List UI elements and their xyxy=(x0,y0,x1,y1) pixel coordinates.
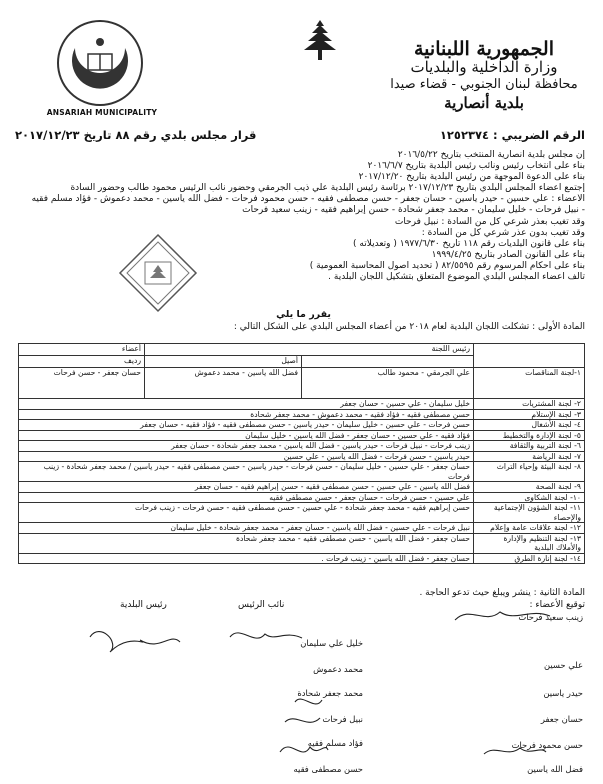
table-row xyxy=(19,430,585,441)
committee-name: ٤- لجنة الأشغال xyxy=(474,420,585,431)
member-signature-mark xyxy=(450,600,560,630)
committee-name: ٣- لجنة الإستلام xyxy=(474,409,585,420)
committee-original: فضل الله ياسين - محمد دعموش xyxy=(145,368,302,399)
col-members: أعضاء xyxy=(19,344,145,356)
letterhead xyxy=(389,40,579,112)
member-name: خليل علي سليمان xyxy=(300,638,363,648)
committee-members: فضل الله ياسين - علي حسين - حسن مصطفى فقيه - حسن إبراهيم فقيه - حسان جعفر xyxy=(19,482,474,493)
committee-members: حسان جعفر - علي حسين - خليل سليمان - حسن فرحات - حيدر ياسين - حسن مصطفى فقيه - حيدر ياسين / محمد جعفر شحادة - زينب فرحات xyxy=(19,462,474,482)
vice-president-title: نائب الرئيس xyxy=(238,600,285,610)
committees-table xyxy=(18,343,585,564)
table-row xyxy=(19,420,585,431)
table-row xyxy=(19,523,585,534)
committee-name: ١١- لجنة الشؤون الإجتماعية والإحصاء xyxy=(474,503,585,523)
tax-number: الرقم الضريبي : ١٢٥٢٣٧٤ xyxy=(439,128,585,142)
preamble-line: بناء على قانون البلديات رقم ١١٨ تاريخ ١٩٧٧/٦/٣٠ ( وتعديلاته ) xyxy=(353,238,585,249)
municipality-logo-icon xyxy=(55,18,145,108)
cedar-emblem-icon xyxy=(300,18,340,64)
member-name: حسن محمود فرحات xyxy=(511,740,583,750)
table-row xyxy=(19,451,585,462)
committee-members: زينب فرحات - نبيل فرحات - حيدر ياسين - فضل الله ياسين - محمد جعفر شحادة - حسان جعفر xyxy=(19,441,474,452)
logo-caption: ANSARIAH MUNICIPALITY xyxy=(46,108,158,117)
member-name: فؤاد مسلم فقيه xyxy=(307,738,363,748)
committee-members: حسن فرحات - علي حسين - خليل سليمان - حيدر ياسين - حسن مصطفى فقيه - فؤاد فقيه - حسان جعفر xyxy=(19,420,474,431)
municipality-line: بلدية أنصارية xyxy=(444,94,524,112)
member-name: زينب سعيد فرحات xyxy=(518,612,583,622)
official-stamp-icon xyxy=(117,232,199,314)
table-row xyxy=(19,482,585,493)
table-row xyxy=(19,462,585,482)
committee-name: ٨- لجنة البيئة وإحياء التراث xyxy=(474,462,585,482)
committee-name: ١٠- لجنة الشكاوى xyxy=(474,492,585,503)
committee-members: حيدر ياسين - حسن فرحات - فضل الله ياسين - علي حسين xyxy=(19,451,474,462)
article-two: المادة الثانية : ينشر ويبلغ حيث تدعو الحاجة . xyxy=(419,588,585,598)
table-row xyxy=(19,553,585,564)
preamble-line: بناء على الدعوة الموجهة من رئيس البلدية بتاريخ ٢٠١٧/١٢/٢٠ xyxy=(358,172,585,183)
committee-members: حسان جعفر - فضل الله ياسين - حسن مصطفى فقيه - محمد جعفر شحادة xyxy=(19,533,474,553)
committee-name: ١٢- لجنة علاقات عامة وإعلام xyxy=(474,523,585,534)
committee-members: حسن مصطفى فقيه - فؤاد فقيه - محمد دعموش - محمد جعفر شحادة xyxy=(19,409,474,420)
table-row xyxy=(19,492,585,503)
member-name: علي حسين xyxy=(544,660,583,670)
committee-members: فؤاد فقيه - علي حسين - حسان جعفر - فضل الله ياسين - خليل سليمان xyxy=(19,430,474,441)
committee-name: ٦- لجنة التربية والثقافة xyxy=(474,441,585,452)
preamble-line: - نبيل فرحات - خليل سليمان - محمد جعفر شحادة - حسن إبراهيم فقيه - زينب سعيد فرحات xyxy=(242,205,585,216)
president-title: رئيس البلدية xyxy=(120,600,167,610)
republic-title: الجمهورية اللبنانية xyxy=(414,38,554,60)
table-row xyxy=(19,533,585,553)
preamble-line: بناء على أحكام المرسوم رقم ٨٢/٥٥٩٥ ( تحديد أصول المحاسبة العمومية ) xyxy=(309,260,585,271)
col-original: أصيل xyxy=(145,356,302,368)
preamble-line: إن مجلس بلدية أنصارية المنتخب بتاريخ ٢٠١٦/٥/٢٢ xyxy=(397,150,585,160)
decides-heading: يقرر ما يلي xyxy=(276,309,331,320)
table-header-row xyxy=(19,344,585,356)
member-name: محمد جعفر شحادة xyxy=(297,688,363,698)
table-row xyxy=(19,409,585,420)
committee-name: ٢- لجنة المشتريات xyxy=(474,399,585,410)
committee-members: نبيل فرحات - علي حسين - فضل الله ياسين - حسان جعفر - محمد جعفر شحادة - خليل سليمان xyxy=(19,523,474,534)
member-name: محمد دعموش xyxy=(313,664,363,674)
members-signature-title: توقيع الأعضاء : xyxy=(529,600,585,610)
committee-name: ٥- لجنة الإدارة والتخطيط xyxy=(474,430,585,441)
preamble-line: وقد تغيب بعذر شرعي كل من السادة : نبيل فرحات xyxy=(394,216,585,227)
committee-name: ١٣- لجنة التنظيم والإدارة والأملاك البلدية xyxy=(474,533,585,553)
member-signature-mark xyxy=(480,740,550,762)
table-row xyxy=(19,399,585,410)
committee-president: علي الجرمقي - محمود طالب xyxy=(302,368,474,399)
committee-name: ٧- لجنة الرياضة xyxy=(474,451,585,462)
preamble-line: بناء على انتخاب رئيس ونائب رئيس البلدية بتاريخ ٢٠١٦/٦/٧ xyxy=(367,161,585,172)
col-reserve: رديف xyxy=(19,356,145,368)
member-name: حسان جعفر xyxy=(540,714,583,724)
preamble xyxy=(15,150,585,283)
committee-reserve: حسان جعفر - حسن فرحات xyxy=(19,368,145,399)
preamble-line: تألف أعضاء المجلس البلدي الموضوع المتعلق بتشكيل اللجان البلدية . xyxy=(328,272,585,283)
committee-name: ١-لجنة المناقصات xyxy=(474,368,585,399)
preamble-line: الأعضاء : علي حسين - حيدر ياسين - حسان جعفر - حسن مصطفى فقيه - حسن محمود فرحات - فضل الله ياسين - محمد دعموش - فؤاد مسلم فقيه xyxy=(31,194,585,205)
article-one: المادة الأولى : تشكلت اللجان البلدية لعام ٢٠١٨ من أعضاء المجلس البلدي على الشكل التالي : xyxy=(233,322,585,332)
member-name: حيدر ياسين xyxy=(543,688,583,698)
committee-name: ٩- لجنة الصحة xyxy=(474,482,585,493)
preamble-line: وقد تغيب بدون عذر شرعي كل من السادة : xyxy=(421,227,585,238)
member-name: نبيل فرحات xyxy=(322,714,363,724)
member-name: فضل الله ياسين xyxy=(527,764,583,774)
committee-members: حسان جعفر - فضل الله ياسين - زينب فرحات . xyxy=(19,553,474,564)
table-row xyxy=(19,368,585,399)
member-name: حسن مصطفى فقيه xyxy=(293,764,363,774)
preamble-line: بناء على القانون الصادر بتاريخ ١٩٩٩/٤/٢٥ xyxy=(431,249,585,260)
committee-members: حسن إبراهيم فقيه - محمد جعفر شحادة - علي حسين - حسن مصطفى فقيه - حسن فرحات - زينب فرحات xyxy=(19,503,474,523)
table-row xyxy=(19,503,585,523)
committee-members: خليل سليمان - علي حسين - حسان جعفر xyxy=(19,399,474,410)
committee-name: ١٤- لجنة إنارة الطرق xyxy=(474,553,585,564)
governorate-line: محافظة لبنان الجنوبي - قضاء صيدا xyxy=(390,77,578,92)
decision-title: قرار مجلس بلدي رقم ٨٨ تاريخ ٢٠١٧/١٢/٢٣ xyxy=(15,128,257,142)
col-president: رئيس اللجنة xyxy=(145,344,474,356)
preamble-line: إجتمع أعضاء المجلس البلدي بتاريخ ٢٠١٧/١٢/٢٣ برئاسة رئيس البلدية علي ذيب الجرمقي وحضور نائب الرئيس محمود طالب وحضور السادة xyxy=(70,183,585,194)
ministry-line: وزارة الداخلية والبلديات xyxy=(410,58,558,76)
handwritten-signatures xyxy=(40,612,330,782)
table-row xyxy=(19,441,585,452)
decision-header xyxy=(15,128,585,142)
committee-members: علي حسين - حسن فرحات - حسان جعفر - حسن مصطفى فقيه xyxy=(19,492,474,503)
